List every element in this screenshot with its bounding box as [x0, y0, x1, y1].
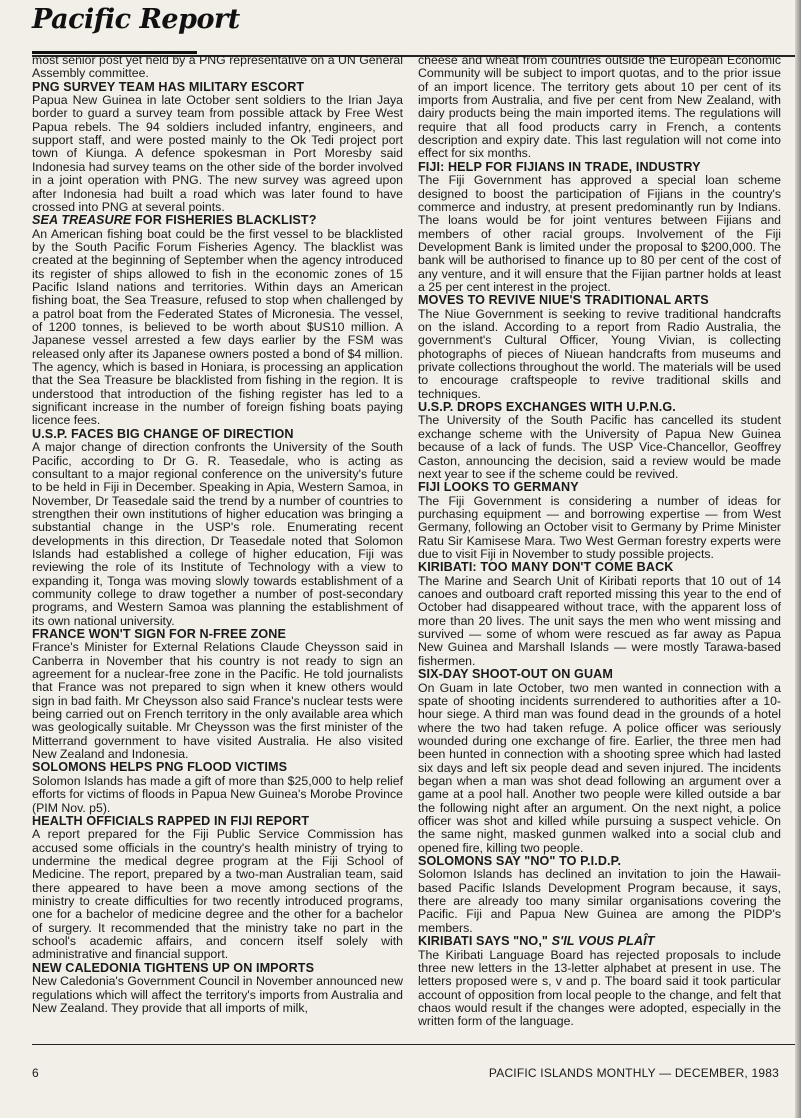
left-column	[32, 54, 403, 1015]
article-headline	[418, 561, 781, 574]
publication-line: PACIFIC ISLANDS MONTHLY — DECEMBER, 1983	[488, 1066, 779, 1080]
article-headline	[418, 855, 781, 868]
headline-text: U.S.P. FACES BIG CHANGE OF DIRECTION	[32, 426, 294, 441]
article-headline	[418, 935, 781, 948]
article-paragraph: The University of the South Pacific has cancelled its student exchange scheme with the University of Papua New Guinea because of a lack of funds. The USP Vice-Chancellor, Geoffrey Caston, announcing the decision, said a review would be made next year to see if the scheme could be revived.	[418, 413, 781, 481]
headline-text: FRANCE WON'T SIGN FOR N-FREE ZONE	[32, 626, 286, 641]
headline-text: SOLOMONS SAY "NO" TO P.I.D.P.	[418, 854, 622, 868]
headline-text: U.S.P. DROPS EXCHANGES WITH U.P.N.G.	[418, 400, 676, 415]
headline-text: MOVES TO REVIVE NIUE'S TRADITIONAL ARTS	[418, 293, 709, 308]
headline-text: PNG SURVEY TEAM HAS MILITARY ESCORT	[32, 79, 305, 94]
right-column	[418, 54, 781, 1029]
article-paragraph: The Marine and Search Unit of Kiribati reports that 10 out of 14 canoes and outboard craft reported missing this year to the end of October had disappeared without trace, with the apparent loss of more than 20 lives. The unit says the men who went missing and survived — some of whom were rescued as far away as Papua New Guinea and Marshall Islands — were mostly Tarawa-based fishermen.	[418, 573, 781, 668]
article-headline	[32, 962, 403, 975]
headline-text: KIRIBATI SAYS "NO,"	[418, 934, 552, 949]
headline-text: SIX-DAY SHOOT-OUT ON GUAM	[418, 667, 613, 682]
article-paragraph: The Kiribati Language Board has rejected proposals to include three new letters in the 13-letter alphabet at present in use. The letters proposed were s, v and p. The board said it took particular account of opposition from local people to the change, and felt that chaos would result if the changes were adopted, especially in the written form of the language.	[418, 947, 781, 1029]
article-paragraph: A report prepared for the Fiji Public Service Commission has accused some officials in the country's health ministry of trying to undermine the medical degree program at the Fiji School of Medicine. The report, prepared by a two-man Australian team, said there appeared to have been a move among sections of the ministry to create difficulties for two recently introduced programs, one for a bachelor of medicine degree and the other for a bachelor of surgery. It recommended that the ministry take no part in the school's academic affairs, and concern itself solely with administrative and financial support.	[32, 827, 403, 962]
headline-text: FOR FISHERIES BLACKLIST?	[131, 213, 317, 228]
article-headline	[32, 428, 403, 441]
masthead-title: Pacific Report	[32, 4, 240, 35]
article-paragraph: The Niue Government is seeking to revive traditional handcrafts on the island. According to a report from Radio Australia, the government's Cultural Officer, Young Vivian, is collecting photographs of pieces of Niuean handcrafts from museums and private collections throughout the world. The materials will be used to encourage craftspeople to revive traditional skills and techniques.	[418, 306, 781, 401]
article-headline	[32, 628, 403, 641]
headline-text: KIRIBATI: TOO MANY DON'T COME BACK	[418, 560, 674, 575]
headline-text: FIJI LOOKS TO GERMANY	[418, 480, 579, 495]
article-paragraph: Papua New Guinea in late October sent soldiers to the Irian Jaya border to guard a survey team from possible attack by Free West Papua rebels. The 94 soldiers included infantry, engineers, and support staff, and were posted mainly to the Ok Tedi project port town of Kiunga. A defence spokesman in Port Moresby said Indonesia had survey teams on the other side of the border involved in a joint operation with PNG. The new survey was agreed upon after Indonesia had built a road which was later found to have crossed into PNG at several points.	[32, 93, 403, 214]
page-edge-shadow	[795, 0, 801, 1118]
article-paragraph: On Guam in late October, two men wanted in connection with a spate of shooting incidents surrendered to authorities after a 10-hour siege. A third man was found dead in the grounds of a hotel where the two had taken refuge. A police officer was seriously wounded during one exchange of fire. Earlier, the three men had been hunted in connection with a shooting spree which had lasted six days and left six people dead and seven injured. The incidents began when a man was shot dead following an argument over a game at a pool hall. Another two people were killed outside a bar the following night after an argument. On the next night, a police officer was shot and killed while pursuing a suspect vehicle. On the same night, masked gunmen walked into a social club and opened fire, killing two people.	[418, 680, 781, 855]
article-headline	[32, 214, 403, 227]
article-paragraph: An American fishing boat could be the first vessel to be blacklisted by the South Pacific Forum Fisheries Agency. The blacklist was created at the beginning of September when the agency introduced its register of ships allowed to fish in the economic zones of 15 Pacific Island nations and territories. Within days an American fishing boat, the Sea Treasure, refused to stop when challenged by a patrol boat from the Federated States of Micronesia. The vessel, of 1200 tonnes, is believed to be worth about $US10 million. A Japanese vessel arrested a few days earlier by the FSM was released only after its Japanese owners posted a bond of $4 million. The agency, which is based in Honiara, is processing an application that the Sea Treasure be blacklisted from fishing in the region. It is understood that introduction of the fishing register has led to a significant increase in the number of foreign fishing boats paying licence fees.	[32, 226, 403, 428]
article-paragraph: A major change of direction confronts the University of the South Pacific, according to Dr G. R. Teasedale, who is acting as consultant to a major regional conference on the university's future to be held in Fiji in December. Speaking in Apia, Western Samoa, in November, Dr Teasedale said the trend by a number of countries to strengthen their own institutions of higher education was bringing a substantial change in the USP's role. Enumerating recent developments in this direction, Dr Teasedale noted that Solomon Islands had established a college of higher education, Fiji was reviewing the role of its Institute of Technology with a view to expanding it, Tonga was moving slowly towards establishment of a community college to draw together a number of post-secondary programs, and Western Samoa was planning the establishment of its own national university.	[32, 440, 403, 628]
article-headline	[418, 161, 781, 174]
article-headline	[32, 815, 403, 828]
article-paragraph: Solomon Islands has declined an invitation to join the Hawaii-based Pacific Islands Development Program because, it says, there are already too many similar organisations covering the Pacific. Fiji and Papua New Guinea are among the PIDP's members.	[418, 867, 781, 935]
headline-text: HEALTH OFFICIALS RAPPED IN FIJI REPORT	[32, 813, 310, 828]
headline-text: NEW CALEDONIA TIGHTENS UP ON IMPORTS	[32, 960, 315, 975]
article-paragraph: Solomon Islands has made a gift of more than $25,000 to help relief efforts for victims of floods in Papua New Guinea's Morobe Province (PIM Nov. p5).	[32, 773, 403, 815]
article-headline	[418, 668, 781, 681]
article-paragraph: cheese and wheat from countries outside the European Economic Community will be subject to import quotas, and to the prior issue of an import licence. The territory gets about 10 per cent of its imports from Australia, and five per cent from New Zealand, with dairy products being the main imported items. The regulations will require that all food products carry in French, a contents description and expiry date. This last regulation will not come into effect for six months.	[418, 53, 781, 161]
headline-text: SOLOMONS HELPS PNG FLOOD VICTIMS	[32, 760, 288, 775]
headline-italic-part: SEA TREASURE	[32, 213, 132, 228]
article-paragraph: The Fiji Government has approved a special loan scheme designed to boost the participation of Fijians in the country's commerce and industry, at present predominantly run by Indians. The loans would be for joint ventures between Fijians and members of other racial groups. Involvement of the Fiji Development Bank is limited under the proposal to $200,000. The bank will be authorised to finance up to 80 per cent of the cost of any venture, and it will ensure that the Fijian partner holds at least a 25 per cent interest in the project.	[418, 173, 781, 294]
article-headline	[418, 401, 781, 414]
headline-italic-part: S'IL VOUS PLAÎT	[551, 934, 655, 949]
article-headline	[418, 294, 781, 307]
article-paragraph: The Fiji Government is considering a number of ideas for purchasing equipment — and borrowing expertise — from West Germany, following an October visit to Germany by Prime Minister Ratu Sir Kamisese Mara. Two West German forestry experts were due to visit Fiji in November to study possible projects.	[418, 493, 781, 561]
article-headline	[32, 81, 403, 94]
footer-rule	[32, 1044, 797, 1045]
article-paragraph: France's Minister for External Relations Claude Cheysson said in Canberra in November that his country is not ready to sign an agreement for a nuclear-free zone in the Pacific. He told journalists that France was not prepared to sign when it knew others would sign in bad faith. Mr Cheysson also said France's nuclear tests were being carried out on French territory in the only available area which was geologically suitable. Mr Cheysson was the first minister of the Mitterrand government to have visited Australia. He also visited New Zealand and Indonesia.	[32, 640, 403, 762]
article-paragraph: most senior post yet held by a PNG representative on a UN General Assembly committee.	[32, 53, 403, 81]
page-number: 6	[32, 1066, 39, 1080]
headline-text: FIJI: HELP FOR FIJIANS IN TRADE, INDUSTRY	[418, 159, 701, 174]
article-headline	[32, 761, 403, 774]
article-paragraph: New Caledonia's Government Council in November announced new regulations which will affect the territory's imports from Australia and New Zealand. They provide that all imports of milk,	[32, 974, 403, 1015]
article-headline	[418, 481, 781, 494]
